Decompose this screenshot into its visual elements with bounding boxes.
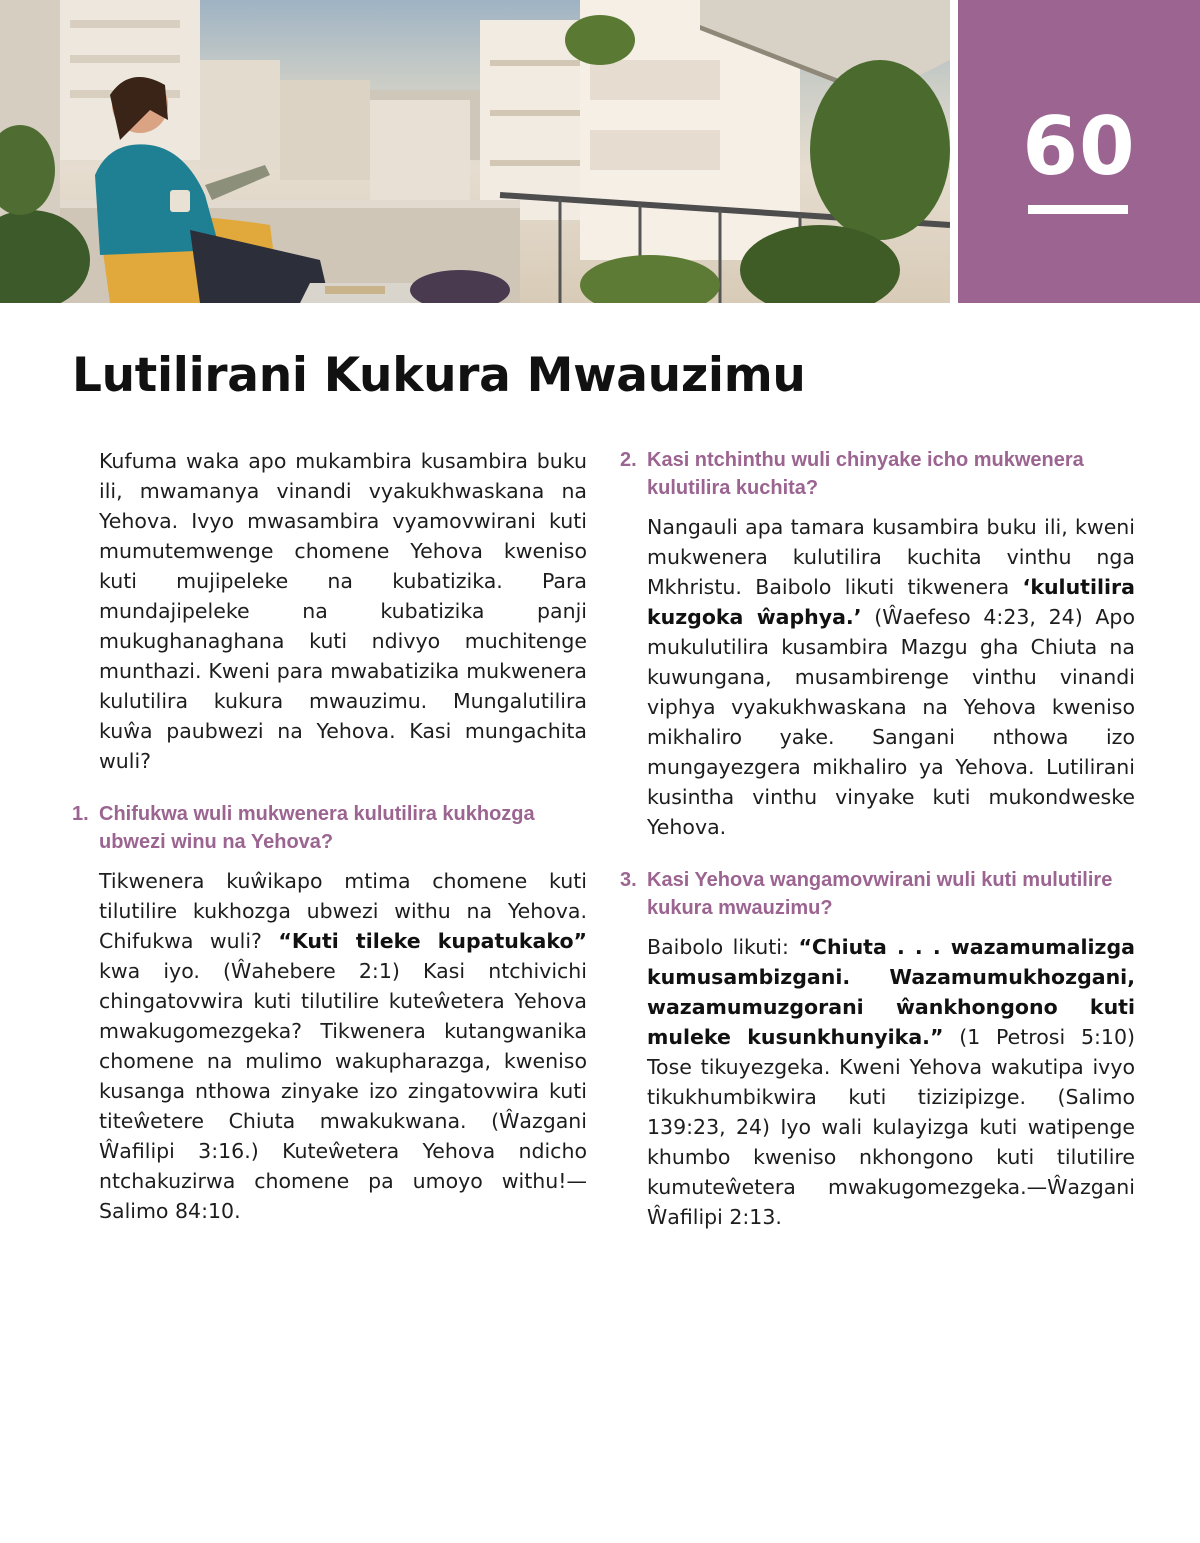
- question-text: Chifukwa wuli mukwenera kulutilira kukhozga ubwezi winu na Yehova?: [99, 803, 535, 853]
- answer-text: Tikwenera kuŵikapo mtima chomene kuti tilutilire kukhozga ubwezi withu na Yehova. Chifukwa wuli?: [99, 869, 587, 953]
- answer-text: Nangauli apa tamara kusambira buku ili, kweni mukwenera kulutilira kuchita vinthu nga Mkhristu. Baibolo likuti tikwenera: [647, 515, 1135, 599]
- chapter-number: 60: [1022, 100, 1136, 193]
- answer-text: Baibolo likuti:: [647, 935, 799, 959]
- question-text: Kasi ntchinthu wuli chinyake icho mukwenera kulutilira kuchita?: [647, 449, 1084, 499]
- answer-quote: ‘kulutilira kuzgoka ŵaphya.’: [647, 575, 1135, 629]
- chapter-box: [958, 0, 1200, 303]
- question-text: Kasi Yehova wangamovwirani wuli kuti mulutilire kukura mwauzimu?: [647, 869, 1113, 919]
- left-column: [72, 446, 587, 1226]
- answer-quote: “Chiuta . . . wazamumalizga kumusambizgani. Wazamumukhozgani, wazamumuzgorani ŵankhongono kuti muleke kusunkhunyika.”: [647, 935, 1135, 1049]
- page-title: Lutilirani Kukura Mwauzimu: [72, 348, 806, 403]
- question-number: 3.: [620, 869, 637, 891]
- woman-reading-on-balcony-photo: [0, 0, 950, 303]
- question-3: [620, 866, 1135, 922]
- answer-text: kwa iyo. (Ŵahebere 2:1) Kasi ntchivichi chingatovwira kuti tilutilire kuteŵetera Yehova mwakugomezgeka? Tikwenera kutangwanika chomene na mulimo wakupharazga, kweniso kusanga nthowa zinyake izo zingatovwira kuti titeŵetere Chiuta mwakukwana. (Ŵazgani Ŵafilipi 3:16.) Kuteŵetera Yehova ndicho ntchakuzirwa chomene pa umoyo withu!—Salimo 84:10.: [99, 959, 587, 1223]
- answer-quote: “Kuti tileke kupatukako”: [278, 929, 587, 953]
- question-2: [620, 446, 1135, 502]
- answer-3: [647, 932, 1135, 1232]
- answer-2: [647, 512, 1135, 842]
- question-number: 1.: [72, 803, 89, 825]
- chapter-rule: [1028, 205, 1128, 214]
- answer-text: (1 Petrosi 5:10) Tose tikuyezgeka. Kweni Yehova wakutipa ivyo tikukhumbikwira kuti tizizipizge. (Salimo 139:23, 24) Iyo wali kulayizga kuti watipenge khumbo kweniso nkhongono kuti tilutilire kumuteŵetera mwakugomezgeka.—Ŵazgani Ŵafilipi 2:13.: [647, 1025, 1135, 1229]
- intro-paragraph: Kufuma waka apo mukambira kusambira buku ili, mwamanya vinandi vyakukhwaskana na Yehova. Ivyo mwasambira vyamovwirani kuti mumutemwenge chomene Yehova kweniso kuti mujipeleke na kubatizika. Para mundajipeleke na kubatizika panji mukughanaghana kuti ndivyo muchitenge munthazi. Kweni para mwabatizika mukwenera kulutilira kukura mwauzimu. Mungalutilira kuŵa paubwezi na Yehova. Kasi mungachita wuli?: [99, 449, 587, 773]
- answer-1: [99, 866, 587, 1226]
- right-column: [620, 446, 1135, 1232]
- question-1: [72, 800, 587, 856]
- answer-text: (Ŵaefeso 4:23, 24) Apo mukulutilira kusambira Mazgu gha Chiuta na kuwungana, musambirenge vinthu vinandi viphya vyakukhwaskana na Yehova kweniso mikhaliro yake. Sangani nthowa izo mungayezgera mikhaliro ya Yehova. Lutilirani kusintha vinthu vinyake kuti mukondweske Yehova.: [647, 605, 1135, 839]
- question-number: 2.: [620, 449, 637, 471]
- hero-photo: [0, 0, 950, 303]
